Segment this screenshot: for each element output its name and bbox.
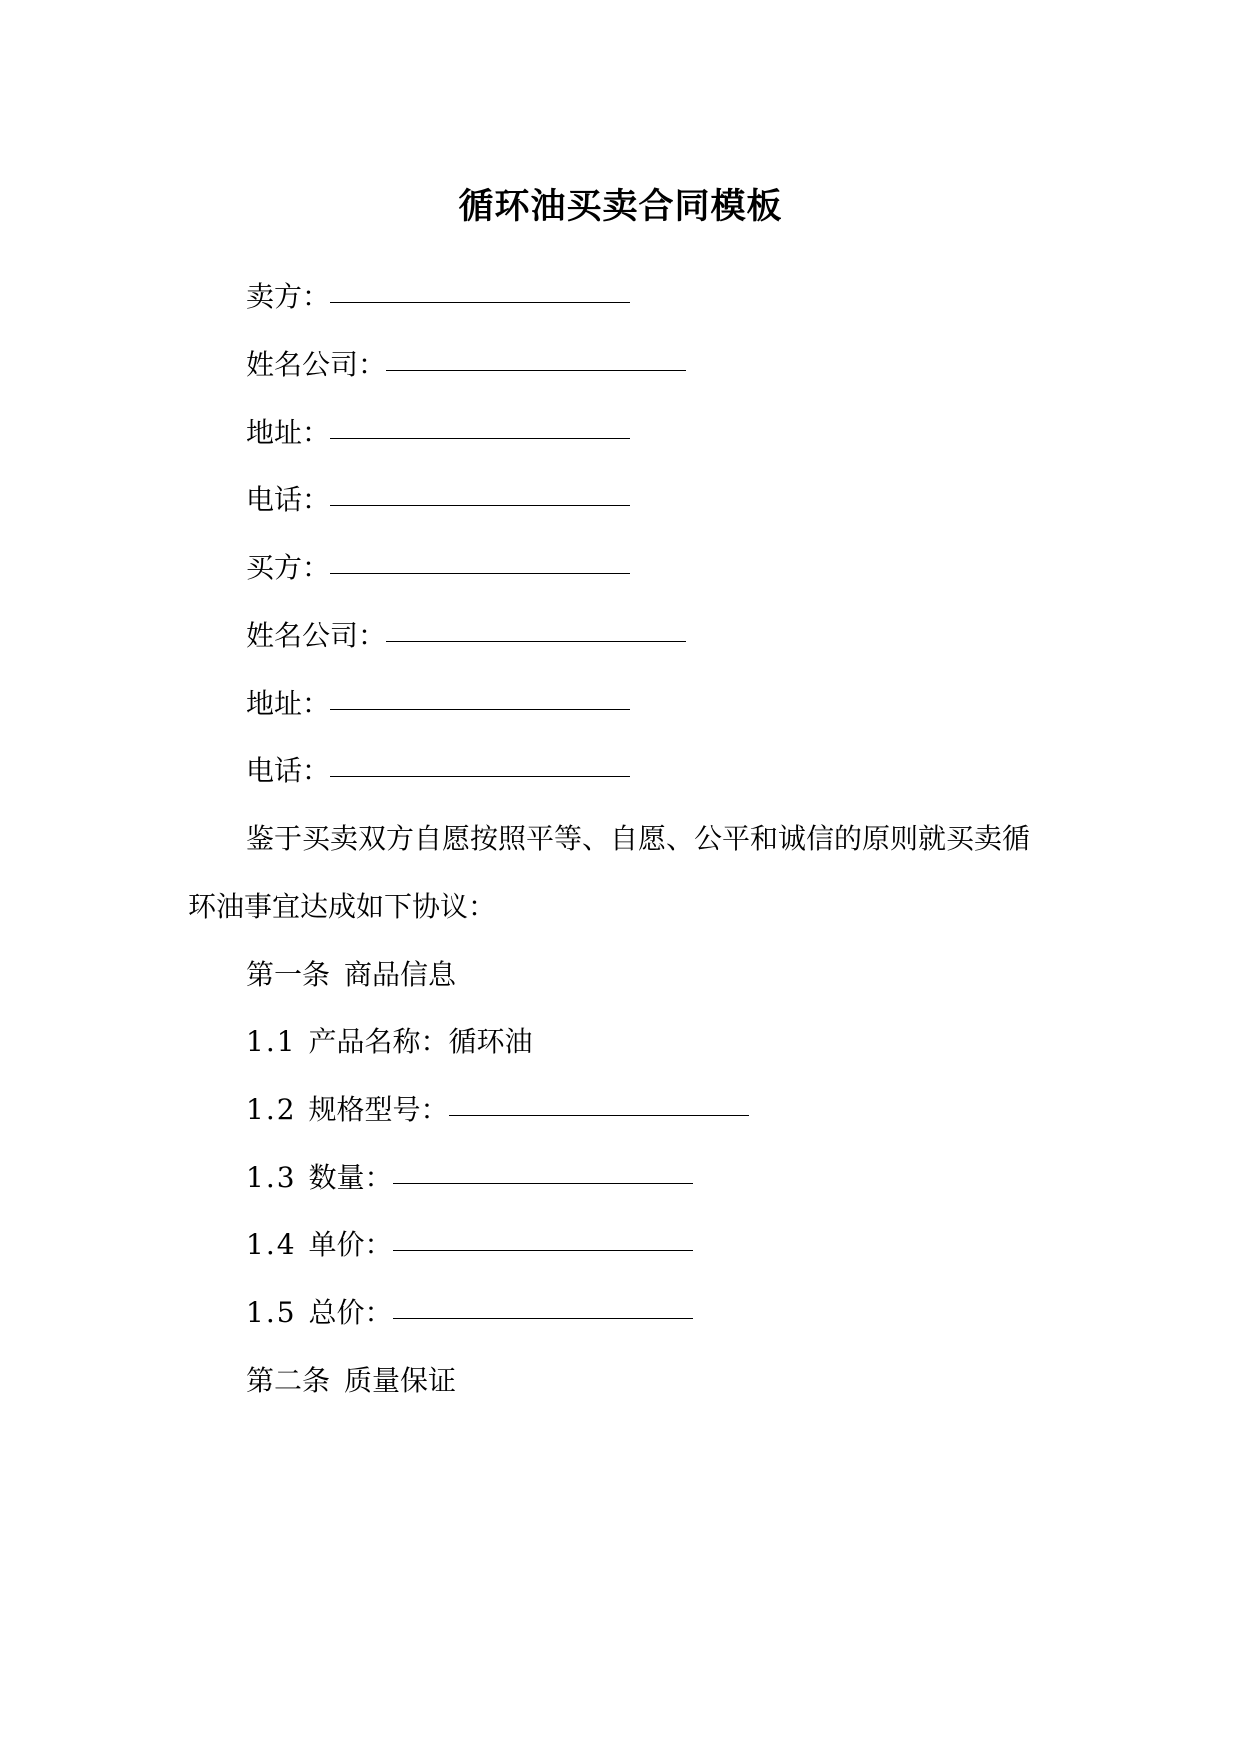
item-number: 1.2 [246, 1093, 297, 1126]
article1-item-1 [246, 1022, 533, 1062]
article2-heading-num: 第二条 [246, 1364, 331, 1397]
unit-price-blank[interactable] [393, 1249, 693, 1251]
item-number: 1.5 [246, 1296, 297, 1329]
article1-item-2 [246, 1090, 749, 1130]
item-number: 1.3 [246, 1161, 297, 1194]
preamble-line-1: 鉴于买卖双方自愿按照平等、自愿、公平和诚信的原则就买卖循 [246, 822, 1031, 855]
item-label: 单价： [308, 1228, 393, 1261]
item-value: 循环油 [448, 1025, 533, 1058]
quantity-blank[interactable] [393, 1182, 693, 1184]
seller-name-blank[interactable] [386, 369, 686, 371]
buyer-name-line [246, 616, 686, 656]
buyer-line [246, 548, 630, 588]
seller-phone-label: 电话： [246, 483, 331, 516]
buyer-phone-blank[interactable] [330, 775, 630, 777]
document-title: 循环油买卖合同模板 [458, 186, 783, 227]
article2-heading [246, 1361, 456, 1401]
item-number: 1.1 [246, 1025, 297, 1058]
buyer-address-blank[interactable] [330, 708, 630, 710]
buyer-address-label: 地址： [246, 687, 331, 720]
seller-name-line [246, 345, 686, 385]
buyer-label: 买方： [246, 551, 331, 584]
seller-phone-line [246, 480, 630, 520]
article2-heading-text: 质量保证 [344, 1364, 457, 1397]
seller-line [246, 277, 630, 317]
seller-label: 卖方： [246, 280, 331, 313]
article1-item-4 [246, 1225, 693, 1265]
seller-address-label: 地址： [246, 416, 331, 449]
item-label: 规格型号： [308, 1093, 449, 1126]
seller-name-label: 姓名公司： [246, 348, 387, 381]
article1-item-5 [246, 1293, 693, 1333]
seller-blank[interactable] [330, 301, 630, 303]
preamble-line-2: 环油事宜达成如下协议： [188, 890, 497, 923]
buyer-address-line [246, 684, 630, 724]
item-label: 产品名称： [308, 1025, 449, 1058]
buyer-phone-label: 电话： [246, 754, 331, 787]
article1-heading-num: 第一条 [246, 958, 331, 991]
seller-phone-blank[interactable] [330, 504, 630, 506]
item-number: 1.4 [246, 1228, 297, 1261]
spec-blank[interactable] [449, 1114, 749, 1116]
buyer-blank[interactable] [330, 572, 630, 574]
article1-item-3 [246, 1158, 693, 1198]
article1-heading [246, 955, 456, 995]
total-price-blank[interactable] [393, 1317, 693, 1319]
buyer-phone-line [246, 751, 630, 791]
buyer-name-label: 姓名公司： [246, 619, 387, 652]
seller-address-blank[interactable] [330, 437, 630, 439]
seller-address-line [246, 413, 630, 453]
buyer-name-blank[interactable] [386, 640, 686, 642]
item-label: 总价： [308, 1296, 393, 1329]
item-label: 数量： [308, 1161, 393, 1194]
article1-heading-text: 商品信息 [344, 958, 457, 991]
